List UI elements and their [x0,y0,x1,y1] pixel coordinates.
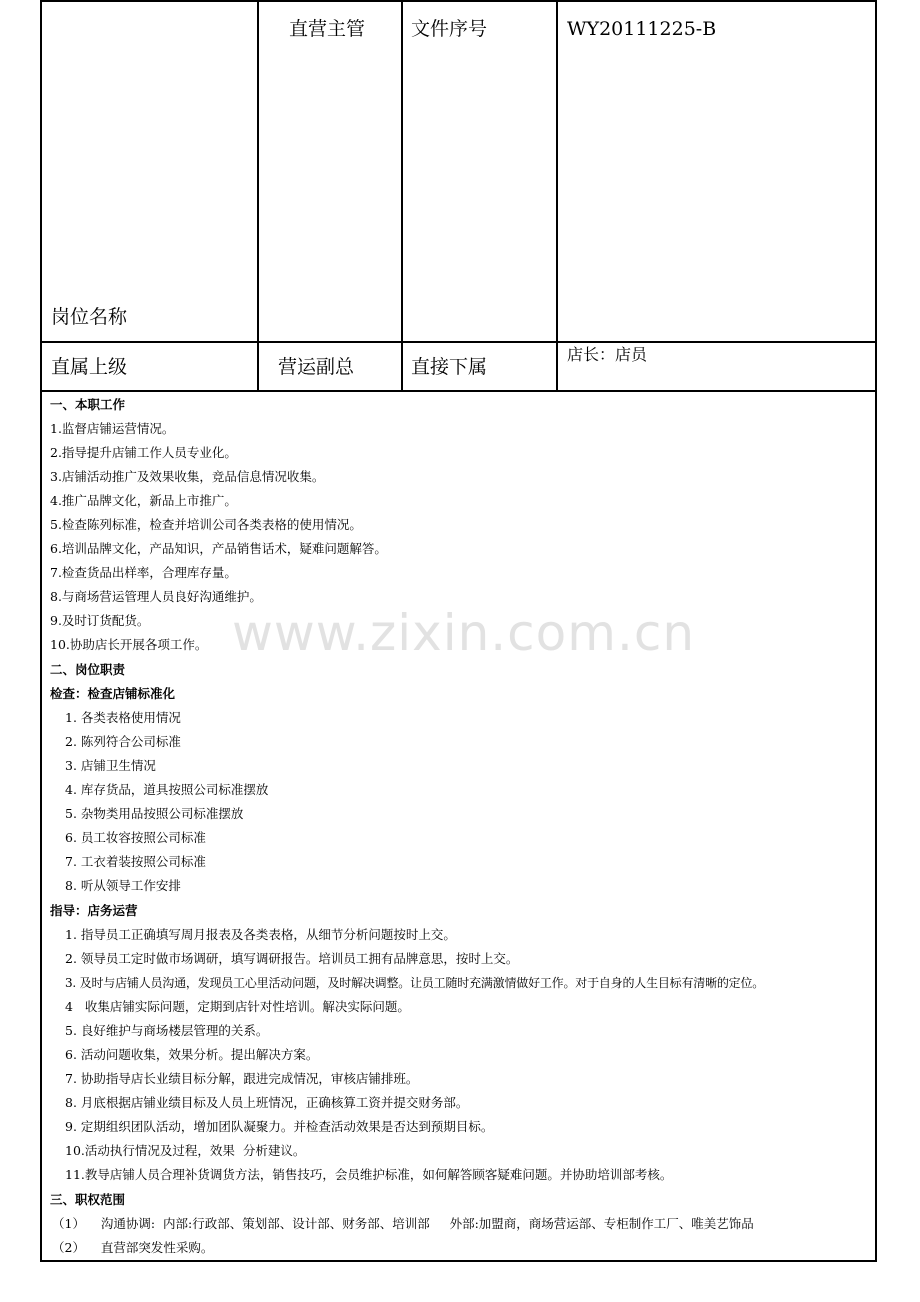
guide-item: 9. 定期组织团队活动，增加团队凝聚力。并检查活动效果是否达到预期目标。 [65,1119,494,1134]
check-item: 6. 员工妆容按照公司标准 [65,830,206,845]
col-divider-1 [257,2,259,391]
check-item: 8. 听从领导工作安排 [65,878,181,893]
list-item: 9.及时订货配货。 [50,613,150,628]
list-item: 3.店铺活动推广及效果收集，竞品信息情况收集。 [50,469,325,484]
section2-title: 二、岗位职责 [50,662,126,677]
superior-label: 直属上级 [51,356,128,378]
guide-item: 2. 领导员工定时做市场调研，填写调研报告。培训员工拥有品牌意思，按时上交。 [65,951,519,966]
guide-title: 指导：店务运营 [50,903,138,918]
guide-item: 1. 指导员工正确填写周月报表及各类表格，从细节分析问题按时上交。 [65,927,456,942]
position-name-label: 岗位名称 [51,306,128,328]
watermark: www.zixin.com.cn [232,604,696,662]
guide-item: 7. 协助指导店长业绩目标分解，跟进完成情况，审核店铺排班。 [65,1071,419,1086]
list-item: 2.指导提升店铺工作人员专业化。 [50,445,237,460]
section1-title: 一、本职工作 [50,397,126,412]
guide-item: 11.教导店铺人员合理补货调货方法，销售技巧，会员维护标准，如何解答顾客疑难问题。并协助培训部考核。 [65,1167,673,1182]
row-divider-2 [42,390,875,392]
row-divider-1 [42,341,875,343]
col-divider-2 [401,2,403,391]
check-item: 1. 各类表格使用情况 [65,710,181,725]
superior-value: 营运副总 [278,356,355,378]
guide-item: 3. 及时与店铺人员沟通，发现员工心里活动问题，及时解决调整。让员工随时充满激情做好工作。对于自身的人生目标有清晰的定位。 [65,976,765,990]
check-item: 5. 杂物类用品按照公司标准摆放 [65,806,244,821]
scope-item: （2） 直营部突发性采购。 [52,1240,214,1255]
guide-item: 6. 活动问题收集，效果分析。提出解决方案。 [65,1047,319,1062]
check-item: 3. 店铺卫生情况 [65,758,156,773]
position-name-value: 直营主管 [289,18,366,40]
subordinate-value: 店长：店员 [567,345,648,364]
guide-item: 10.活动执行情况及过程，效果 分析建议。 [65,1143,306,1158]
guide-item: 5. 良好维护与商场楼层管理的关系。 [65,1023,269,1038]
list-item: 4.推广品牌文化，新品上市推广。 [50,493,237,508]
list-item: 7.检查货品出样率，合理库存量。 [50,565,237,580]
check-item: 7. 工衣着装按照公司标准 [65,854,206,869]
col-divider-3 [556,2,558,391]
check-item: 4. 库存货品，道具按照公司标准摆放 [65,782,269,797]
list-item: 5.检查陈列标准，检查并培训公司各类表格的使用情况。 [50,517,362,532]
check-item: 2. 陈列符合公司标准 [65,734,181,749]
list-item: 8.与商场营运管理人员良好沟通维护。 [50,589,262,604]
subordinate-label: 直接下属 [411,356,488,378]
list-item: 10.协助店长开展各项工作。 [50,637,208,652]
doc-no-value: WY20111225-B [567,18,717,40]
guide-item: 4 收集店铺实际问题，定期到店针对性培训。解决实际问题。 [65,999,410,1014]
doc-no-label: 文件序号 [411,18,488,40]
list-item: 1.监督店铺运营情况。 [50,421,175,436]
guide-item: 8. 月底根据店铺业绩目标及人员上班情况，正确核算工资并提交财务部。 [65,1095,469,1110]
list-item: 6.培训品牌文化，产品知识，产品销售话术，疑难问题解答。 [50,541,387,556]
scope-item: （1） 沟通协调: 内部:行政部、策划部、设计部、财务部、培训部 外部:加盟商，商场营运部、专柜制作工厂、唯美艺饰品 [52,1216,754,1231]
check-title: 检查：检查店铺标准化 [50,686,176,701]
section3-title: 三、职权范围 [50,1192,126,1207]
